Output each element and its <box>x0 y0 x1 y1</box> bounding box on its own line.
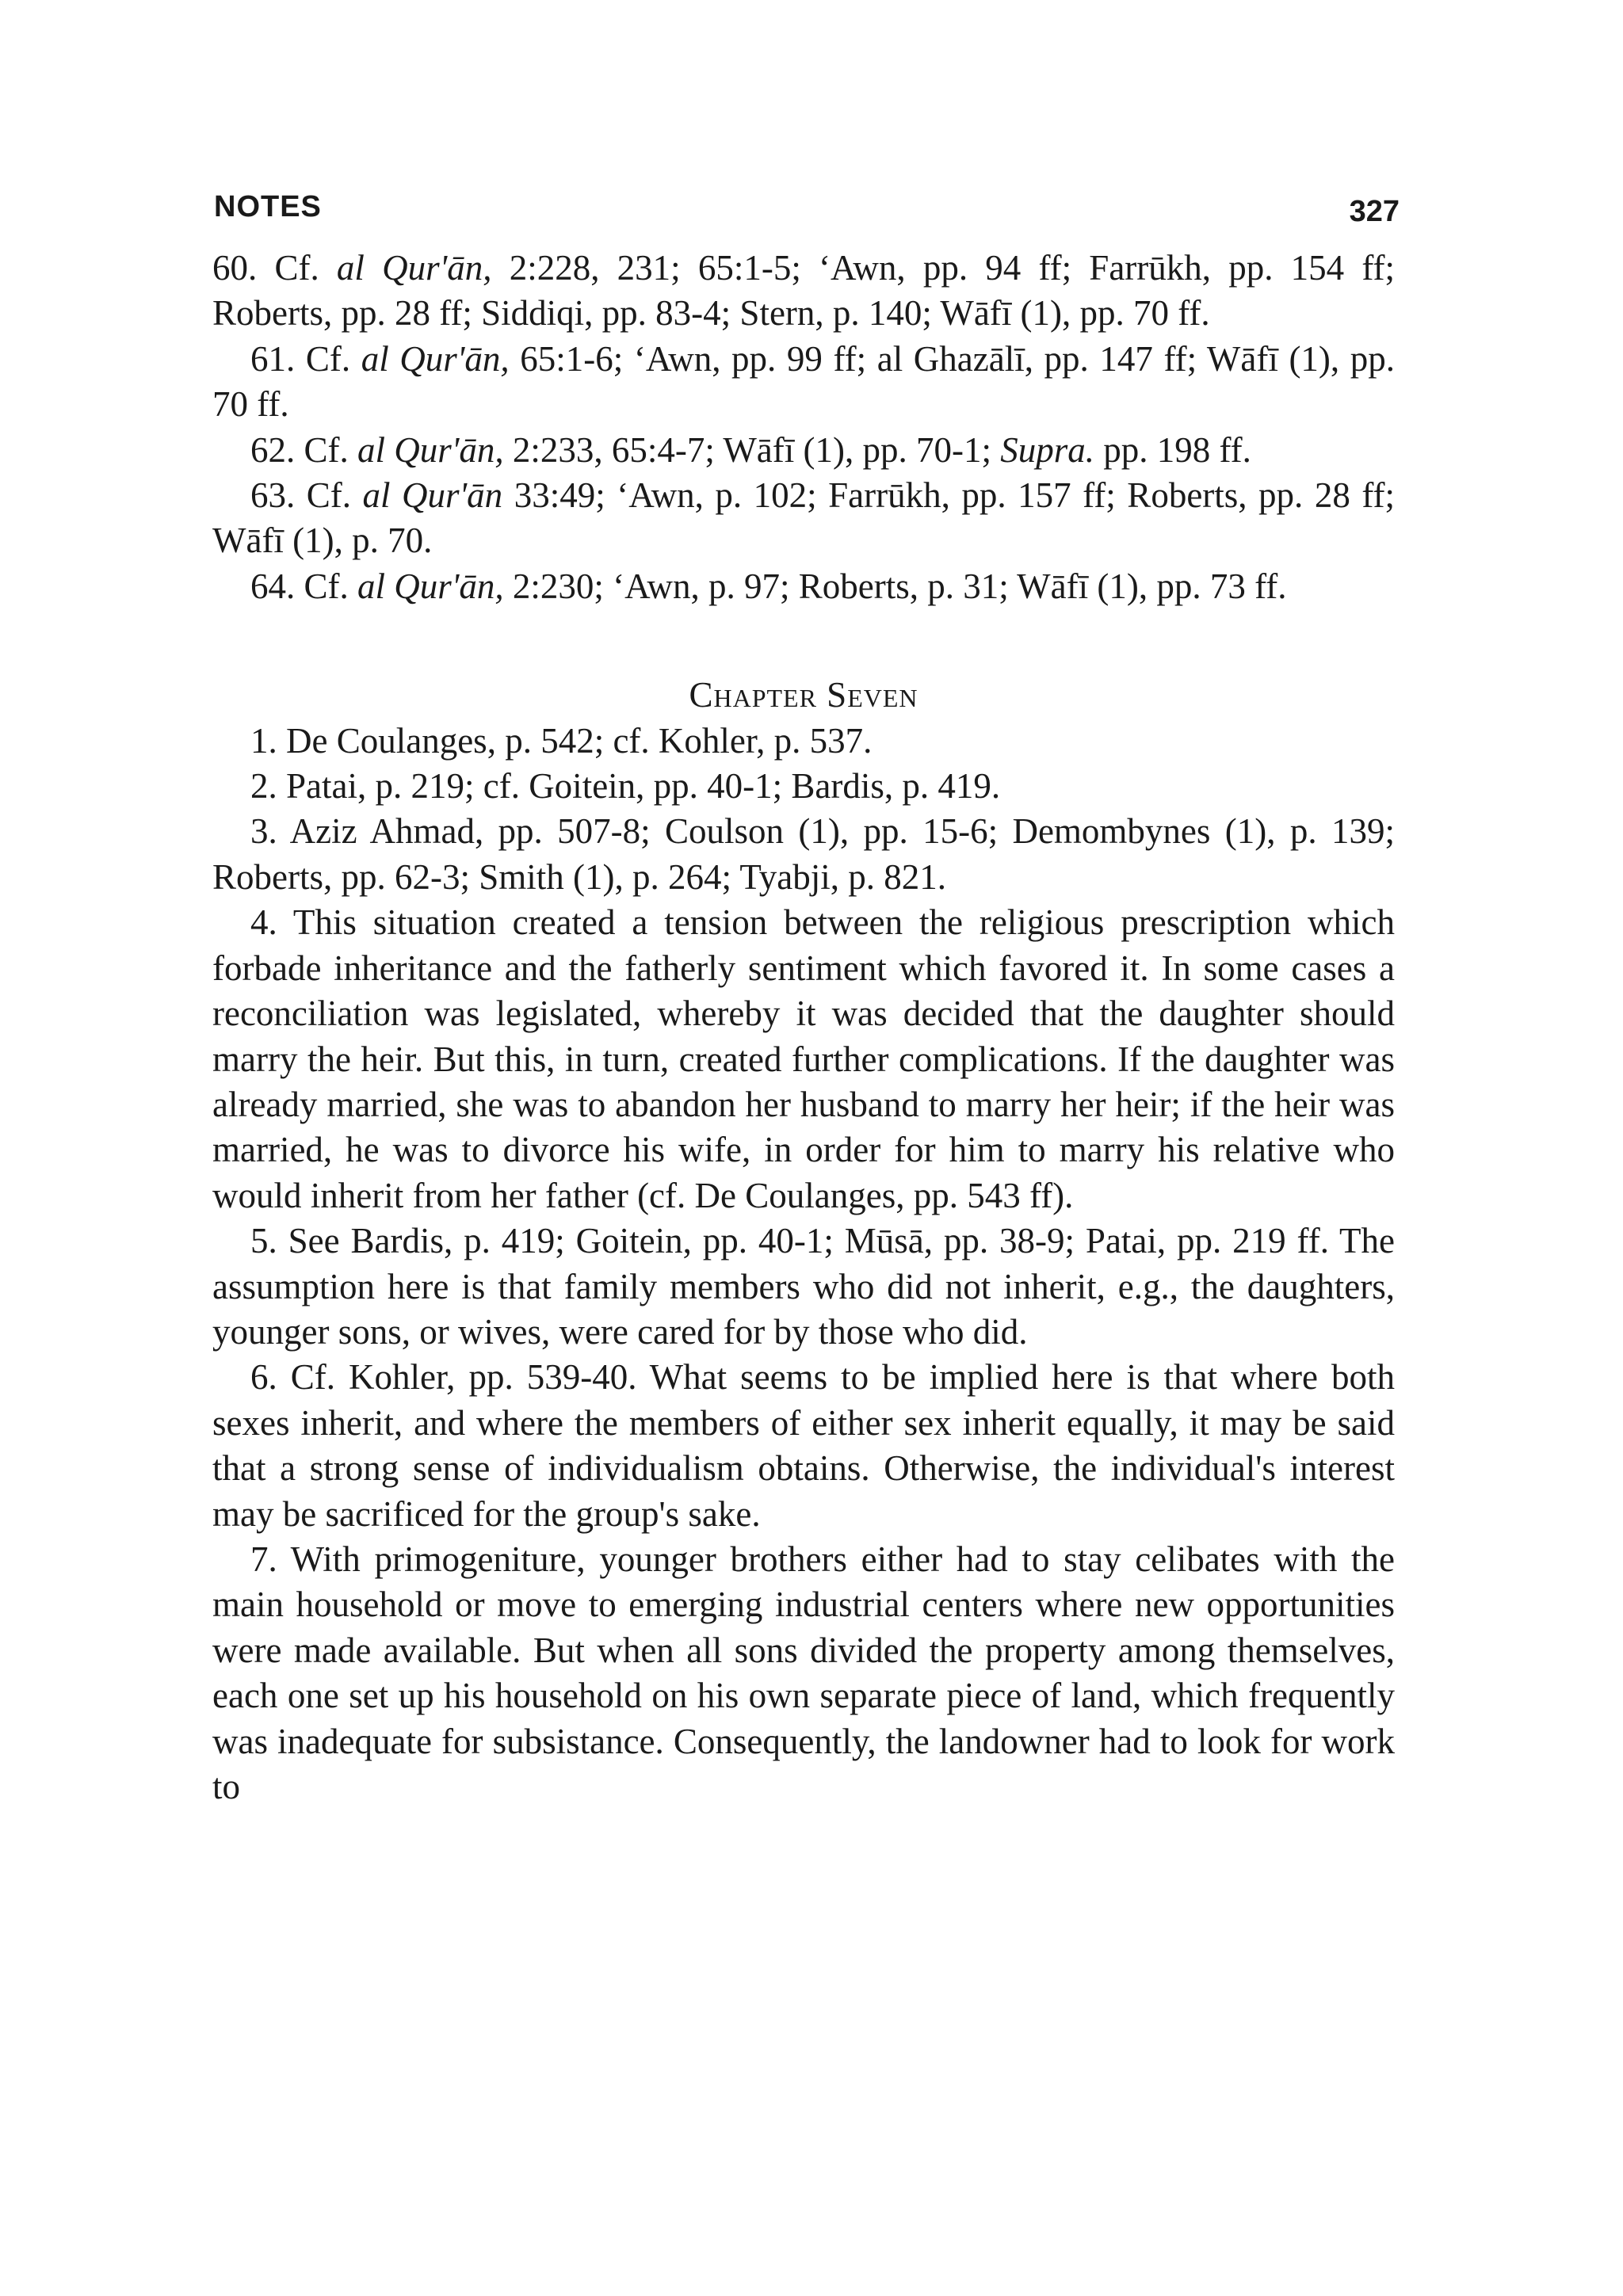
footnote-text: 2:230; ‘Awn, p. 97; Roberts, p. 31; Wāfī (1), pp. 73 ff. <box>503 566 1287 606</box>
footnote-italic-text: al Qur'ān, <box>361 338 510 379</box>
footnote-text: De Coulanges, p. 542; cf. Kohler, p. 537. <box>286 720 873 761</box>
footnote-text: Cf. <box>305 338 361 379</box>
footnote-text: Aziz Ahmad, pp. 507-8; Coulson (1), pp. 15-6; Demombynes (1), p. 139; Roberts, pp. 62-3; Smith (1), p. 264; Tyabji, p. 821. <box>212 811 1395 897</box>
footnote-italic-text: Supra. <box>1000 429 1094 470</box>
footnote <box>212 809 1395 900</box>
running-head-title: NOTES <box>214 190 322 223</box>
footnote <box>212 428 1395 473</box>
footnote-text: See Bardis, p. 419; Goitein, pp. 40-1; Mūsā, pp. 38-9; Patai, pp. 219 ff. The assumption here is that family members who did not inherit, e.g., the daughters, younger sons, or wives, were cared for by those who did. <box>212 1221 1395 1352</box>
footnote-text: This situation created a tension between the religious prescription which forbade inheritance and the fatherly sentiment which favored it. In some cases a reconciliation was legislated, whereby it was decided that the daughter should marry the heir. But this, in turn, created further complications. If the daughter was already married, she was to abandon her husband to marry her heir; if the heir was married, he was to divorce his wife, in order for him to marry his relative who would inherit from her father (cf. De Coulanges, pp. 543 ff). <box>212 902 1396 1215</box>
footnote-text: Cf. Kohler, pp. 539-40. What seems to be implied here is that where both sexes inherit, and where the members of either sex inherit equally, it may be said that a strong sense of individualism obtains. Otherwise, the individual's interest may be sacrificed for the group's sake. <box>212 1357 1395 1534</box>
footnote-text: With primogeniture, younger brothers either had to stay celibates with the main household or move to emerging industrial centers where new opportunities were made available. But when all sons divided the property among themselves, each one set up his household on his own separate piece of land, which frequently was inadequate for subsistance. Consequently, the landowner had to look for work to <box>212 1539 1396 1806</box>
footnote <box>212 1219 1395 1355</box>
footnote-number: 64. <box>250 566 296 606</box>
footnote <box>212 337 1395 428</box>
footnote <box>212 1355 1395 1537</box>
footnote-number: 5. <box>250 1221 277 1261</box>
footnote-italic-text: al Qur'ān, <box>336 248 492 288</box>
footnote-number: 4. <box>250 902 277 943</box>
footnote-number: 3. <box>250 811 277 852</box>
footnote-text: 2:233, 65:4-7; Wāfī (1), pp. 70-1; <box>503 429 1001 470</box>
footnote-text: Cf. <box>306 475 363 516</box>
footnote-number: 62. <box>250 429 296 470</box>
footnote <box>212 719 1395 764</box>
footnote-text: 2:228, 231; 65:1-5; ‘Awn, pp. 94 ff; Farrūkh, pp. 154 ff; Roberts, pp. 28 ff; Siddiqi, pp. 83-4; Stern, p. 140; Wāfī (1), pp. 70 ff. <box>212 248 1396 334</box>
footnote-text: Cf. <box>304 429 357 470</box>
footnote-text: pp. 198 ff. <box>1094 429 1251 470</box>
footnote-text: Cf. <box>274 248 337 288</box>
chapter-notes-list <box>212 719 1395 1810</box>
running-head <box>212 190 1400 246</box>
footnote-italic-text: al Qur'ān, <box>357 429 504 470</box>
footnote-number: 63. <box>250 475 296 516</box>
footnote-number: 1. <box>250 720 277 761</box>
footnote <box>212 564 1395 609</box>
footnote-number: 6. <box>250 1357 277 1398</box>
notes-continued-list <box>212 246 1395 609</box>
footnote-number: 7. <box>250 1539 277 1579</box>
footnote-text: 33:49; ‘Awn, p. 102; Farrūkh, pp. 157 ff; Roberts, pp. 28 ff; Wāfī (1), p. 70. <box>212 475 1395 561</box>
footnote-italic-text: al Qur'ān <box>362 475 503 516</box>
footnote-number: 61. <box>250 338 296 379</box>
footnote <box>212 764 1395 809</box>
footnote <box>212 246 1395 337</box>
footnote-number: 2. <box>250 766 277 807</box>
book-page <box>212 190 1400 1810</box>
footnote-text: Patai, p. 219; cf. Goitein, pp. 40-1; Bardis, p. 419. <box>286 766 1001 807</box>
footnote <box>212 1537 1395 1810</box>
notes-body <box>212 246 1395 1810</box>
footnote <box>212 900 1395 1219</box>
footnote-text: Cf. <box>304 566 357 606</box>
page-number: 327 <box>1349 195 1400 228</box>
footnote-italic-text: al Qur'ān, <box>357 566 504 606</box>
footnote-number: 60. <box>212 248 258 288</box>
chapter-heading: Chapter Seven <box>689 675 918 715</box>
footnote <box>212 473 1395 564</box>
footnote-text: 65:1-6; ‘Awn, pp. 99 ff; al Ghazālī, pp. 147 ff; Wāfī (1), pp. 70 ff. <box>212 338 1396 425</box>
